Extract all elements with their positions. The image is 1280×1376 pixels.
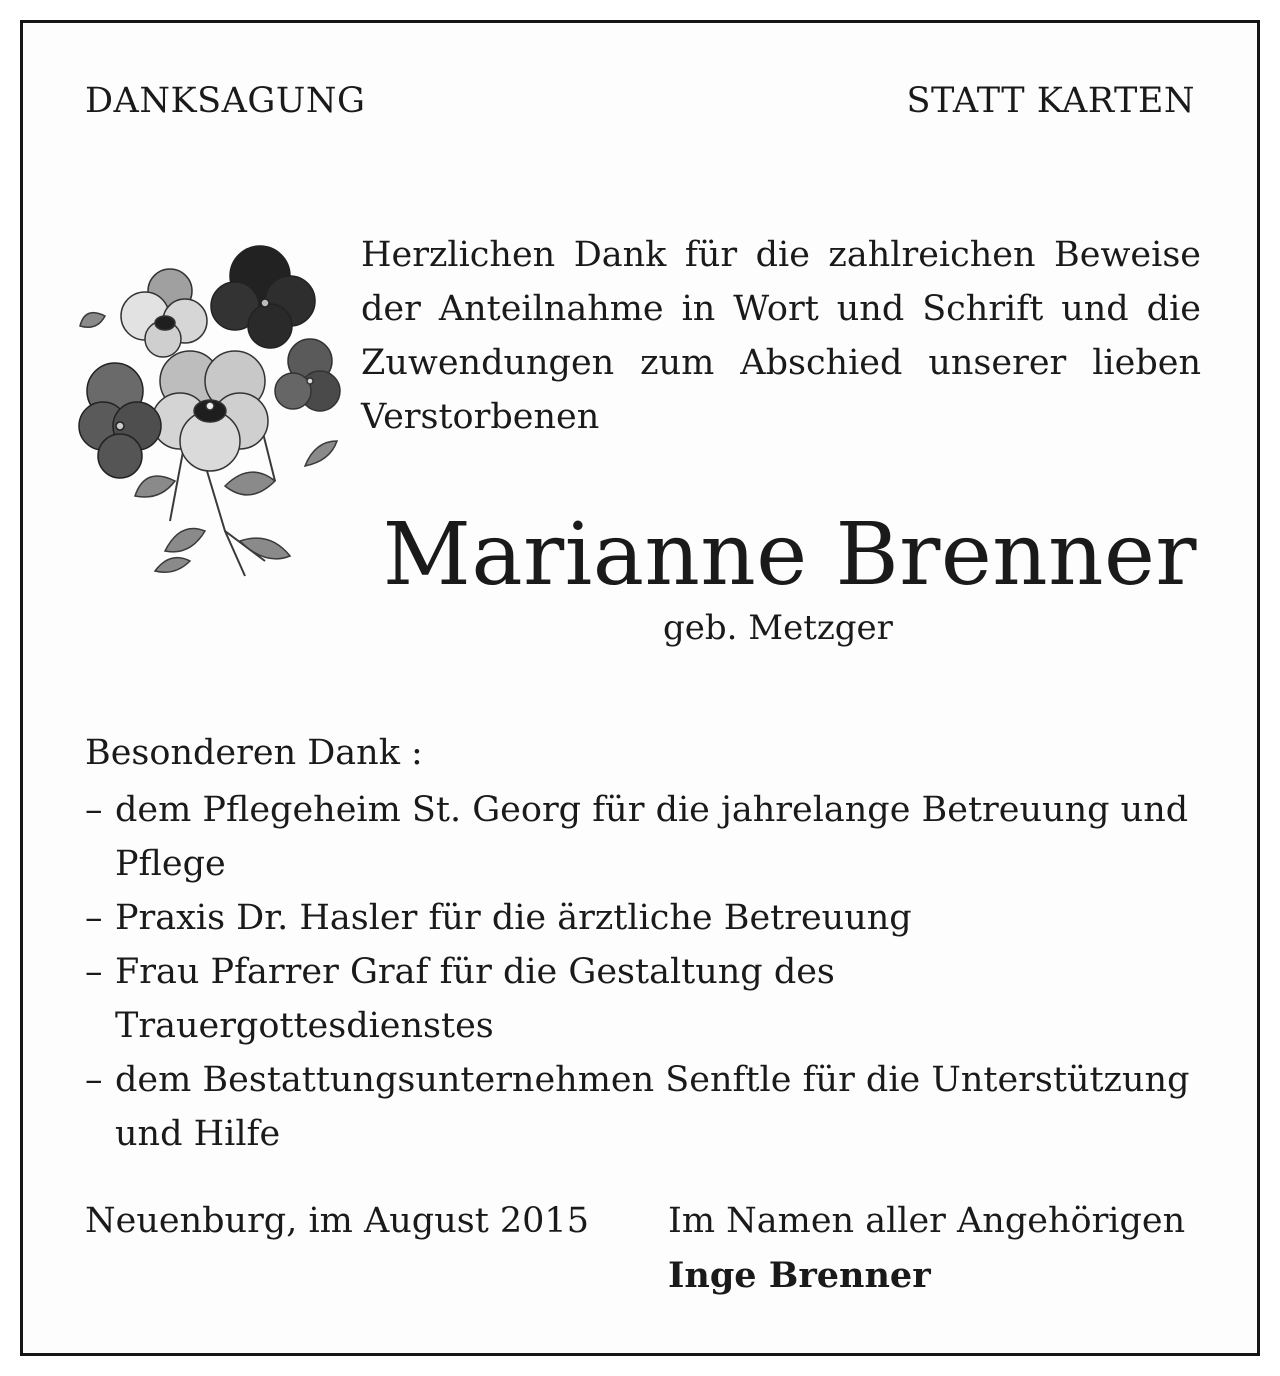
list-dash: – <box>85 952 103 992</box>
list-item-text: dem Pflegeheim St. Georg für die jahrelange Betreuung und Pflege <box>115 790 1189 884</box>
list-dash: – <box>85 898 103 938</box>
birth-name: geb. Metzger <box>663 608 893 648</box>
list-item <box>85 1053 1215 1161</box>
list-item-text: Praxis Dr. Hasler für die ärztliche Betreuung <box>115 898 912 938</box>
list-item <box>85 891 1215 945</box>
list-item-text: Frau Pfarrer Graf für die Gestaltung des Trauergottesdienstes <box>115 952 835 1046</box>
header-left-label: DANKSAGUNG <box>85 81 366 121</box>
on-behalf-line: Im Namen aller Angehörigen <box>668 1201 1186 1241</box>
list-dash: – <box>85 1060 103 1100</box>
list-item-text: dem Bestattungsunternehmen Senftle für die Unterstützung und Hilfe <box>115 1060 1190 1154</box>
pansy-flowers-icon <box>75 231 345 581</box>
list-item <box>85 783 1215 891</box>
thanks-heading: Besonderen Dank : <box>85 733 423 773</box>
header-right-label: STATT KARTEN <box>906 81 1195 121</box>
signer-name: Inge Brenner <box>668 1255 931 1296</box>
place-date: Neuenburg, im August 2015 <box>85 1201 589 1241</box>
deceased-name: Marianne Brenner <box>382 505 1197 605</box>
intro-text: Herzlichen Dank für die zahlreichen Beweise der Anteilnahme in Wort und Schrift und die Zuwendungen zum Abschied unserer lieben Verstorbenen <box>361 235 1201 437</box>
list-dash: – <box>85 790 103 830</box>
obituary-notice <box>20 20 1260 1356</box>
thanks-list <box>85 783 1215 1161</box>
list-item <box>85 945 1215 1053</box>
